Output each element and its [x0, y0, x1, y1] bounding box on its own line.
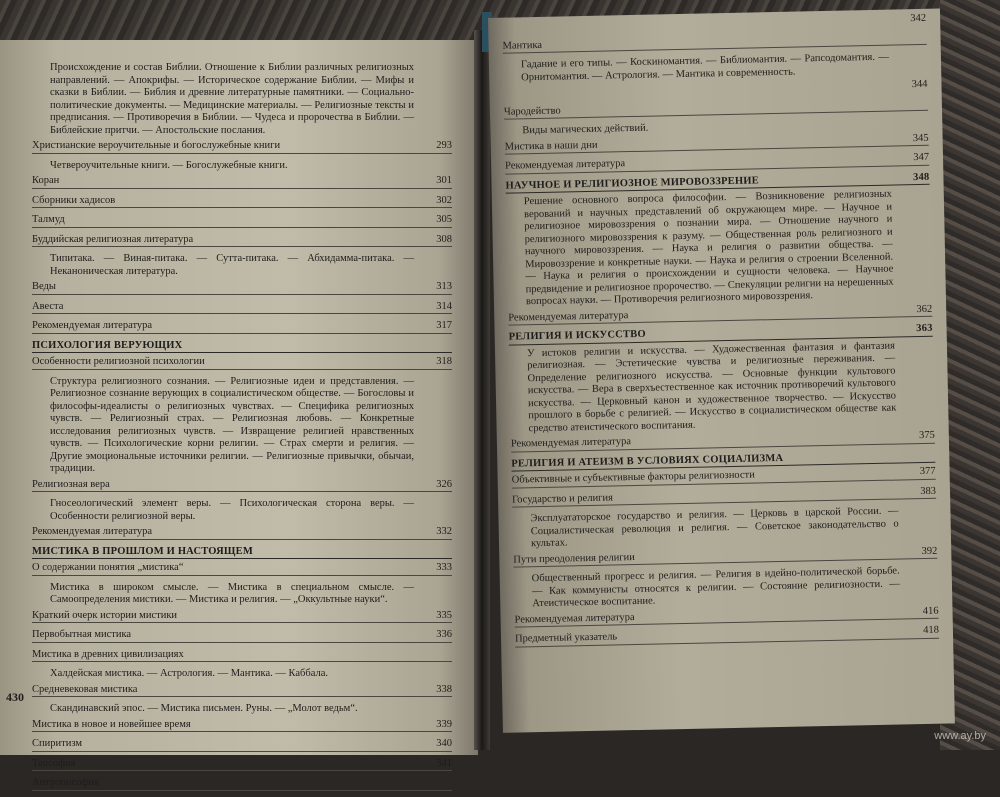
toc-entry — [32, 629, 452, 643]
entry-title: Рекомендуемая литература — [514, 611, 635, 626]
entry-title: Рекомендуемая литература — [510, 436, 632, 450]
page-number: 342 — [910, 12, 927, 25]
entry-title: Государство и религия — [511, 491, 613, 506]
toc-entry — [504, 97, 928, 119]
toc-entry — [512, 485, 936, 507]
toc-subentries: Общественный прогресс и религия. — Религия в идейно-политической борьбе. — Как коммунисты относятся к религии. — Состояние религиозности. — Атеистическое воспитание. — [531, 565, 901, 610]
toc-entry — [502, 13, 926, 34]
toc-subentries: Скандинавский эпос. — Мистика письмен. Руны. — „Молот ведьм“. — [50, 703, 358, 714]
toc-subentries: Решение основного вопроса философии. — Возникновение религиозных верований и научных представлений об окружающем мире. — Научное и религиозное мировоззрения о познании мира. — Отношение научного и религиозного мировоззрения к разуму. — Общественная роль религиозного и научного мировоззрения. — Наука и религия о развитии общества. — Мировоззрение и конкретные науки. — Наука и религия о строении Вселенной. — Наука и религия о происхождении и сущности человека. — Научное предвидение и религиозное пророчество. — Спекуляции религии на нерешенных вопросах науки. — Противоречия религиозного мировоззрения. — [523, 188, 894, 308]
entry-title: Краткий очерк истории мистики — [32, 609, 178, 621]
toc-entry — [32, 140, 452, 154]
watermark-text: www.ay.by — [934, 730, 986, 742]
toc-entry — [32, 684, 452, 698]
entry-title: Спиритизм — [32, 738, 82, 749]
entry-title: Веды — [32, 281, 56, 292]
entry-title: Объективные и субъективные факторы религиозности — [511, 469, 755, 486]
page-number: 416 — [922, 605, 939, 617]
toc-entry — [32, 195, 452, 209]
toc-chapter-heading — [32, 546, 452, 560]
page-number: 341 — [436, 757, 452, 769]
toc-subentries: Мистика в широком смысле. — Мистика в специальном смысле. — Самоопределения мистики. — Мистика и религия. — „Оккультные науки“. — [50, 581, 414, 605]
page-number: 418 — [923, 624, 940, 637]
toc-entry — [32, 301, 452, 315]
entry-title: Рекомендуемая литература — [504, 158, 626, 172]
entry-title: Авеста — [32, 300, 64, 312]
entry-title: Мантика — [502, 39, 543, 52]
toc-subentries: Типитака. — Виная-питака. — Сутта-питака. — Абхидамма-питака. — Неканоническая литература. — [50, 253, 414, 277]
entry-title: Предметный указатель — [514, 631, 618, 645]
page-number: 335 — [436, 609, 452, 621]
page-number: 305 — [436, 214, 452, 225]
toc-entry — [32, 234, 452, 248]
entry-title: Рекомендуемая литература — [32, 526, 153, 537]
page-number: 318 — [436, 356, 452, 367]
toc-entry — [32, 356, 452, 370]
page-number: 317 — [436, 320, 452, 331]
page-number: 383 — [920, 485, 937, 497]
toc-chapter-heading — [32, 340, 452, 354]
entry-title: Коран — [32, 175, 60, 186]
page-number: 362 — [916, 303, 933, 315]
toc-entry — [32, 610, 452, 624]
entry-title: Теософия — [32, 757, 76, 769]
page-number: 377 — [919, 465, 936, 478]
toc-entry — [32, 320, 452, 334]
page-number: 326 — [436, 478, 452, 490]
entry-title: Антропософия — [32, 777, 99, 788]
toc-subentries: Структура религиозного сознания. — Религиозные идеи и представления. — Религиозное сознание верующих в социалистическом обществе. — Богословы и философы-идеалисты о религиозных чувствах. — Специфика религиозных чувств. — Религиозный страх. — Религиозная любовь. — Конкретные исследования религиозных чувств. — Извращение религией нравственных чувств. — Психологические корни религии. — Страх смерти и религия. — Другие эмоциональные источники религии. — Религиозные привычки, обычаи, традиции. — [50, 375, 414, 474]
entry-title: Талмуд — [32, 214, 65, 225]
toc-right — [502, 13, 939, 653]
entry-title: Чародейство — [503, 104, 561, 118]
toc-entry — [32, 738, 452, 752]
page-number: 333 — [436, 562, 452, 573]
page-number: 308 — [436, 233, 452, 245]
entry-title: Христианские вероучительные и богослужебные книги — [32, 140, 281, 151]
entry-title: Рекомендуемая литература — [32, 320, 153, 331]
entry-title: Первобытная мистика — [32, 629, 132, 640]
toc-entry — [32, 649, 452, 663]
book-page-right — [488, 9, 955, 733]
toc-subentries: Виды магических действий. — [522, 122, 649, 137]
entry-title: Религиозная вера — [32, 478, 110, 490]
toc-entry — [32, 719, 452, 733]
toc-left — [32, 62, 452, 797]
toc-entry — [505, 152, 929, 174]
page-number: 363 — [916, 322, 933, 335]
chapter-title: РЕЛИГИЯ И АТЕИЗМ В УСЛОВИЯХ СОЦИАЛИЗМА — [511, 452, 784, 470]
toc-entry — [515, 625, 939, 647]
chapter-title: ПСИХОЛОГИЯ ВЕРУЮЩИХ — [32, 339, 183, 351]
page-number: 301 — [436, 175, 452, 186]
page-number: 313 — [436, 281, 452, 292]
entry-title: Пути преодоления религии — [513, 551, 635, 566]
toc-subentries: Гносеологический элемент веры. — Психологическая сторона веры. — Особенности религиозной веры. — [50, 498, 414, 522]
page-number: 392 — [921, 545, 938, 557]
page-number: 348 — [912, 171, 930, 183]
page-number-left: 430 — [6, 690, 24, 704]
chapter-title: РЕЛИГИЯ И ИСКУССТВО — [508, 328, 646, 343]
page-number: 344 — [911, 78, 928, 91]
page-number: 302 — [436, 194, 452, 206]
book-gutter — [474, 30, 490, 750]
toc-entry — [32, 562, 452, 576]
toc-entry — [502, 31, 926, 53]
chapter-title: НАУЧНОЕ И РЕЛИГИОЗНОЕ МИРОВОЗЗРЕНИЕ — [505, 174, 759, 192]
entry-title: О содержании понятия „мистика“ — [32, 562, 184, 573]
toc-subentries: Гадание и его типы. — Коскиномантия. — Библиомантия. — Рапсодомантия. — Орнитомантия. — Астрология. — Мантика и современность. — [520, 51, 890, 83]
entry-title: Сборники хадисов — [32, 194, 116, 206]
toc-entry — [32, 777, 452, 791]
page-number: 340 — [436, 738, 452, 749]
page-number: 336 — [436, 629, 452, 640]
toc-subentries: Эксплуататорское государство и религия. — Церковь в царской России. — Социалистическая революция и религия. — Советское законодательство о культах. — [530, 505, 899, 550]
toc-entry — [32, 214, 452, 228]
chapter-title: МИСТИКА В ПРОШЛОМ И НАСТОЯЩЕМ — [32, 545, 253, 557]
page-number: 375 — [918, 429, 935, 442]
toc-entry — [32, 281, 452, 295]
book-page-left — [0, 40, 478, 788]
toc-subentries: У истоков религии и искусства. — Художественная фантазия и фантазия религиозная. — Эстетические чувства и религиозные переживания. — Определение религиозного искусства. — Основные функции культового искусства. — Вера в сверхъестественное как источник противоречий культового искусства. — Церковный канон и художественное творчество. — Искусство прошлого в борьбе с религией. — Искусство в социалистическом обществе как средство атеистического воспитания. — [526, 340, 897, 434]
toc-entry — [32, 479, 452, 493]
toc-subentries: Халдейская мистика. — Астрология. — Мантика. — Каббала. — [50, 668, 328, 679]
page-number: 332 — [436, 526, 452, 537]
toc-entry — [32, 175, 452, 189]
entry-title: Рекомендуемая литература — [508, 309, 629, 324]
entry-title: Средневековая мистика — [32, 683, 138, 695]
toc-entry — [32, 758, 452, 772]
entry-title: Мистика в древних цивилизациях — [32, 648, 184, 660]
page-number: 339 — [436, 718, 452, 730]
toc-subentries: Четвероучительные книги. — Богослужебные книги. — [50, 159, 288, 171]
entry-title: Особенности религиозной психологии — [32, 356, 205, 367]
page-number: 314 — [436, 300, 452, 312]
toc-entry — [32, 526, 452, 540]
page-number: 338 — [436, 683, 452, 695]
toc-subentries: Происхождение и состав Библии. Отношение к Библии различных религиозных направлений. — Апокрифы. — Историческое содержание Библии. — Мифы и сказки в Библии. — Библия и древние литературные памятники. — Социально-политические документы. — Медицинские материалы. — Религиозные тексты и предписания. — Противоречия в Библии. — Чудеса и пророчества в Библии. — Библейские притчи. — Апостольские послания. — [50, 62, 414, 136]
entry-title: Мистика в новое и новейшее время — [32, 718, 191, 730]
entry-title: Мистика в наши дни — [504, 139, 598, 153]
entry-title: Буддийская религиозная литература — [32, 233, 194, 245]
page-number: 345 — [912, 132, 929, 144]
entry-title — [502, 13, 926, 34]
page-number: 293 — [436, 140, 452, 151]
page-number: 347 — [913, 151, 930, 164]
